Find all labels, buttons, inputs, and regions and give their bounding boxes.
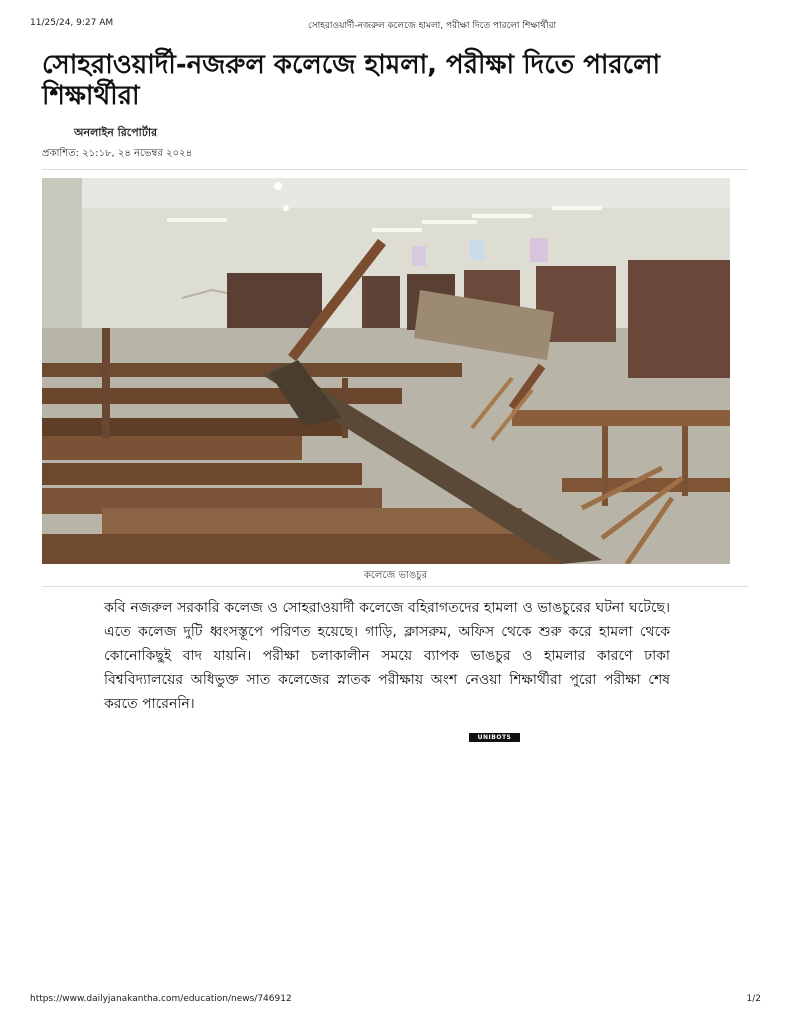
- published-date: প্রকাশিত: ২১:১৮, ২৪ নভেম্বর ২০২৪: [42, 148, 193, 159]
- byline[interactable]: অনলাইন রিপোর্টার: [74, 126, 158, 139]
- divider: [42, 586, 748, 587]
- article-photo: [42, 178, 730, 564]
- divider: [42, 169, 748, 170]
- page-number: 1/2: [746, 994, 761, 1004]
- article-headline: সোহরাওয়ার্দী-নজরুল কলেজে হামলা, পরীক্ষা দিতে পারলো শিক্ষার্থীরা: [42, 50, 661, 111]
- print-footer: [30, 994, 761, 1008]
- photo-caption: কলেজে ভাঙচুর: [363, 570, 428, 581]
- print-date: 11/25/24, 9:27 AM: [30, 18, 114, 28]
- print-header: [30, 18, 761, 32]
- article-body: কবি নজরুল সরকারি কলেজ ও সোহরাওয়ার্দী কলেজে বহিরাগতদের হামলা ও ভাঙচুরের ঘটনা ঘটেছে। এতে কলেজ দুটি ধ্বংসস্তূপে পরিণত হয়েছে। গাড়ি, ক্লাসরুম, অফিস থেকে শুরু করে হামলা থেকে কোনোকিছুই বাদ যায়নি। পরীক্ষা চলাকালীন সময়ে ব্যাপক ভাঙচুর ও হামলার কারণে ঢাকা বিশ্ববিদ্যালয়ের অধিভুক্ত সাত কলেজের স্নাতক পরীক্ষায় অংশ নেওয়া শিক্ষার্থীরা পুরো পরীক্ষা শেষ করতে পারেননি।: [104, 600, 670, 712]
- ad-logo[interactable]: UNIBOTS: [469, 733, 520, 742]
- classroom-photo: [42, 178, 730, 564]
- print-doc-title: সোহরাওয়ার্দী-নজরুল কলেজে হামলা, পরীক্ষা দিতে পারলো শিক্ষার্থীরা: [308, 21, 557, 31]
- page-url: https://www.dailyjanakantha.com/education/news/746912: [30, 994, 292, 1004]
